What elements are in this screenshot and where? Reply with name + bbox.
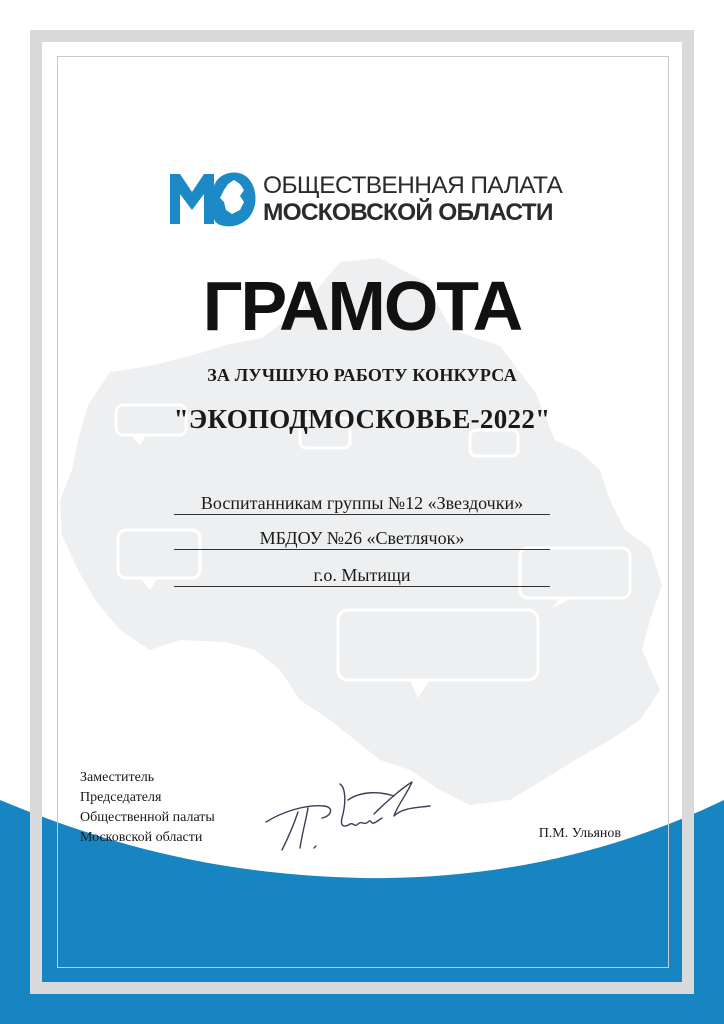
signatory-title-line: Заместитель	[80, 770, 155, 785]
signatory-title-line: Московской области	[80, 830, 203, 845]
recipient-line-2: МБДОУ №26 «Светлячок»	[174, 527, 550, 550]
organization-name-line2: МОСКОВСКОЙ ОБЛАСТИ	[263, 199, 553, 226]
certificate-subtitle: ЗА ЛУЧШУЮ РАБОТУ КОНКУРСА	[207, 365, 517, 385]
contest-name: "ЭКОПОДМОСКОВЬЕ-2022"	[173, 404, 551, 434]
recipient-line-1: Воспитанникам группы №12 «Звездочки»	[174, 492, 550, 515]
recipient-line-3: г.о. Мытищи	[174, 564, 550, 587]
signatory-name: П.М. Ульянов	[538, 826, 621, 841]
mo-logo-icon	[170, 170, 256, 228]
organization-name-line1: ОБЩЕСТВЕННАЯ ПАЛАТА	[263, 172, 563, 199]
signatory-title-line: Председателя	[80, 790, 162, 805]
signatory-title-line: Общественной палаты	[80, 810, 215, 825]
handwritten-signature	[262, 778, 432, 856]
signatory-title	[80, 768, 215, 848]
certificate-title: ГРАМОТА	[202, 267, 522, 345]
organization-name	[263, 172, 563, 226]
